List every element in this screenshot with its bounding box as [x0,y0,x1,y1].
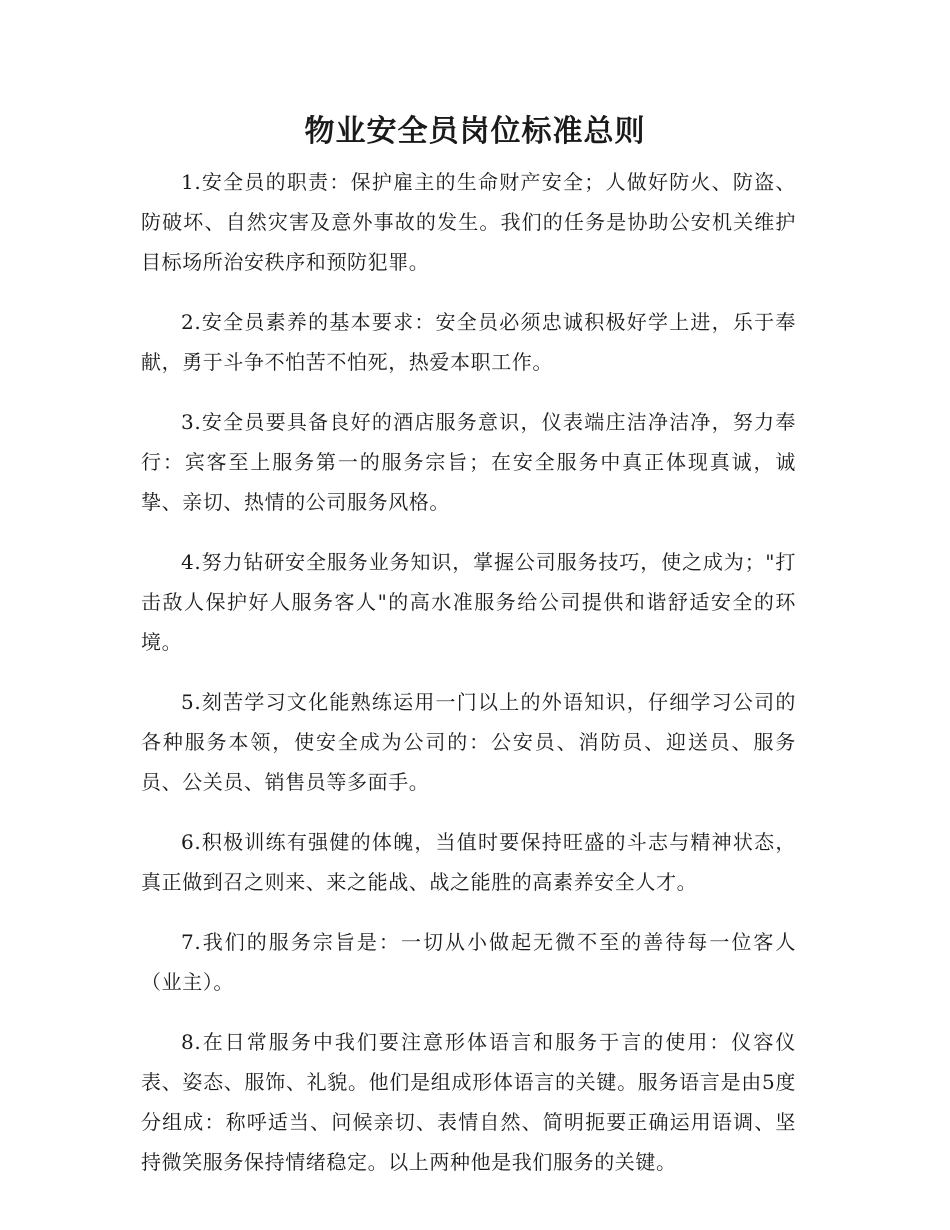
document-body [141,162,796,1202]
document-title: 物业安全员岗位标准总则 [304,114,646,149]
paragraph-5: 5.刻苦学习文化能熟练运用一门以上的外语知识，仔细学习公司的各种服务本领，使安全成为公司的：公安员、消防员、迎送员、服务员、公关员、销售员等多面手。 [141,690,796,794]
paragraph-6: 6.积极训练有强健的体魄，当值时要保持旺盛的斗志与精神状态，真正做到召之则来、来之能战、战之能胜的高素养安全人才。 [141,830,796,894]
paragraph-1: 1.安全员的职责：保护雇主的生命财产安全；人做好防火、防盗、防破坏、自然灾害及意外事故的发生。我们的任务是协助公安机关维护目标场所治安秩序和预防犯罪。 [141,170,796,274]
paragraph-8: 8.在日常服务中我们要注意形体语言和服务于言的使用：仪容仪表、姿态、服饰、礼貌。他们是组成形体语言的关键。服务语言是由5度分组成：称呼适当、问候亲切、表情自然、简明扼要正确运用语调、坚持微笑服务保持情绪稳定。以上两种他是我们服务的关键。 [141,1030,796,1174]
paragraph-4: 4.努力钻研安全服务业务知识，掌握公司服务技巧，使之成为；"打击敌人保护好人服务客人"的高水准服务给公司提供和谐舒适安全的环境。 [141,550,796,654]
paragraph-7: 7.我们的服务宗旨是：一切从小做起无微不至的善待每一位客人（业主）。 [141,930,796,994]
paragraph-2: 2.安全员素养的基本要求：安全员必须忠诚积极好学上进，乐于奉献，勇于斗争不怕苦不怕死，热爱本职工作。 [141,310,796,374]
paragraph-3: 3.安全员要具备良好的酒店服务意识，仪表端庄洁净洁净，努力奉行：宾客至上服务第一的服务宗旨；在安全服务中真正体现真诚，诚挚、亲切、热情的公司服务风格。 [141,410,796,514]
